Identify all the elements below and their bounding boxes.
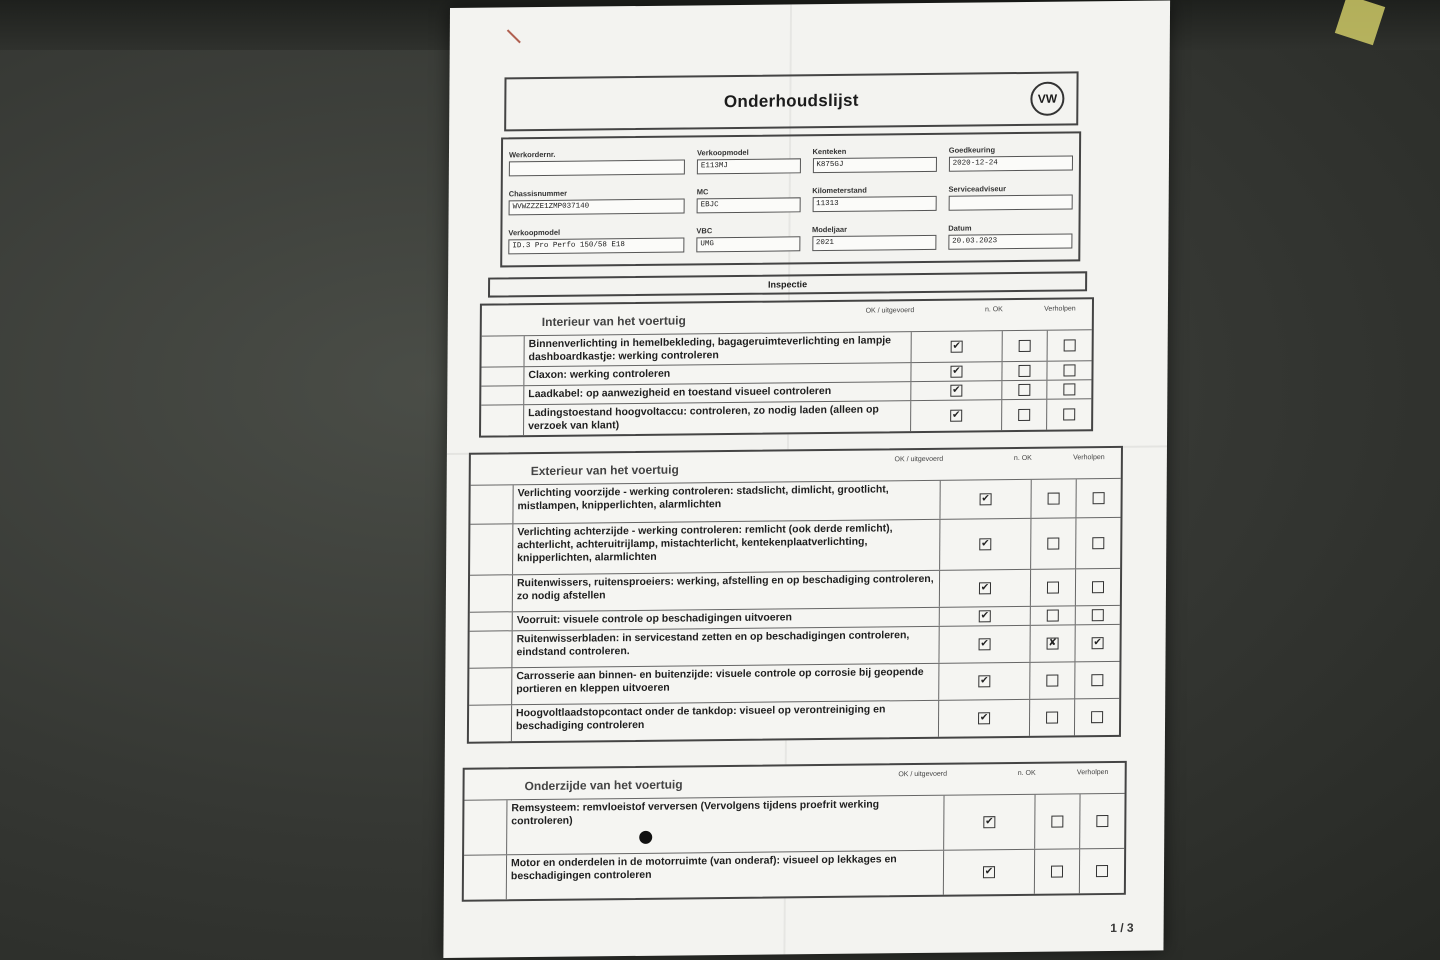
field-value	[948, 194, 1072, 210]
cell-ok	[944, 795, 1035, 850]
column-header-ok: OK / uitgevoerd	[894, 455, 944, 464]
cell-fixed	[1075, 625, 1119, 661]
cell-ok	[944, 850, 1035, 895]
info-field	[948, 216, 1073, 257]
checkbox-ok[interactable]: ✔	[979, 712, 989, 724]
checkbox-ok[interactable]: ✔	[980, 675, 989, 687]
row-text: Voorruit: visuele controle op beschadigingen uitvoeren	[513, 608, 940, 630]
checkbox-fixed[interactable]	[1063, 383, 1075, 395]
row-text: Binnenverlichting in hemelbekleding, bagageruimteverlichting en lampje dashboardkastje: werking controleren	[525, 332, 912, 366]
cell-fixed	[1076, 569, 1120, 605]
checkbox-ok[interactable]: ✔	[980, 610, 990, 622]
field-label: Verkoopmodel	[696, 147, 749, 158]
vehicle-info-grid	[500, 131, 1081, 267]
section-title: Interieur van het voertuig	[541, 313, 686, 329]
maintenance-sheet	[443, 0, 1170, 957]
checkbox-ok[interactable]: ✔	[952, 340, 961, 352]
document-title: Onderhoudslijst	[723, 90, 859, 112]
checkbox-ok[interactable]: ✔	[952, 365, 961, 377]
cell-fixed	[1080, 794, 1124, 848]
cell-nok	[1035, 849, 1080, 893]
pen-mark	[507, 29, 521, 43]
field-label: Verkoopmodel	[508, 228, 561, 238]
row-lead-cell	[481, 405, 524, 435]
field-value: 20.03.2023	[948, 234, 1072, 250]
field-value: UMG	[696, 237, 800, 253]
checkbox-ok[interactable]: ✔	[980, 582, 990, 594]
cell-fixed	[1047, 361, 1091, 379]
page-number: 1 / 3	[1110, 920, 1134, 935]
cell-nok	[1030, 699, 1075, 735]
column-header-fixed: Verholpen	[1076, 769, 1109, 777]
field-value	[509, 159, 685, 176]
cell-ok	[939, 700, 1030, 737]
row-lead-cell	[470, 485, 513, 523]
info-field	[696, 219, 800, 259]
field-label: VBC	[696, 226, 713, 236]
row-lead-cell	[469, 705, 512, 741]
cell-fixed	[1075, 699, 1119, 735]
cell-fixed	[1047, 399, 1091, 429]
row-lead-cell	[464, 800, 507, 854]
cell-nok	[1031, 569, 1076, 605]
column-header-nok: n. OK	[1013, 454, 1032, 463]
info-field	[509, 142, 685, 183]
checkbox-nok[interactable]	[1048, 493, 1060, 505]
cell-fixed	[1076, 479, 1120, 517]
cell-ok	[940, 607, 1031, 626]
row-text: Ladingstoestand hoogvoltaccu: controleren, zo nodig laden (alleen op verzoek van klant)	[524, 401, 911, 435]
column-header-fixed: Verholpen	[1044, 305, 1076, 313]
checkbox-fixed[interactable]	[1092, 581, 1104, 593]
checkbox-ok[interactable]: ✔	[980, 638, 989, 650]
info-field	[812, 139, 937, 180]
row-text: Claxon: werking controleren	[524, 363, 911, 385]
row-text: Ruitenwissers, ruitensproeiers: werking, afstelling en op beschadiging controleren, zo nodig afstellen	[513, 571, 940, 611]
field-label: Modeljaar	[811, 225, 848, 235]
row-text: Laadkabel: op aanwezigheid en toestand visueel controleren	[524, 382, 911, 404]
row-lead-cell	[481, 367, 524, 385]
cell-ok	[911, 381, 1002, 400]
checkbox-fixed[interactable]	[1063, 364, 1075, 376]
checklist-row	[464, 848, 1124, 900]
column-header-nok: n. OK	[1017, 769, 1036, 777]
row-lead-cell	[469, 631, 512, 667]
info-field	[509, 181, 685, 222]
field-value: WVWZZZE1ZMP037140	[509, 199, 685, 216]
vw-logo-icon: VW	[1030, 82, 1064, 116]
checkbox-nok[interactable]	[1018, 409, 1030, 421]
row-lead-cell	[464, 855, 507, 899]
field-label: MC	[696, 187, 709, 197]
checkbox-fixed[interactable]: ✔	[1093, 637, 1102, 649]
checkbox-nok[interactable]	[1018, 365, 1030, 377]
cell-ok	[912, 331, 1003, 362]
checkbox-nok[interactable]	[1047, 610, 1059, 622]
cell-nok	[1002, 400, 1047, 430]
checkbox-fixed[interactable]	[1096, 865, 1108, 877]
field-value: ID.3 Pro Perfo 150/58 E18	[508, 238, 684, 255]
row-lead-cell	[469, 668, 512, 704]
checkbox-fixed[interactable]	[1091, 711, 1103, 723]
checkbox-fixed[interactable]	[1092, 537, 1104, 549]
info-field	[812, 178, 937, 219]
field-label: Werkordernr.	[508, 149, 556, 160]
column-header-ok: OK / uitgevoerd	[865, 307, 915, 315]
cell-ok	[939, 626, 1030, 663]
checkbox-nok[interactable]	[1051, 815, 1063, 827]
cell-fixed	[1080, 849, 1124, 893]
row-text: Ruitenwisserbladen: in servicestand zetten en op beschadigingen controleren, eindstand controleren.	[512, 627, 939, 667]
info-field	[697, 140, 801, 180]
checkbox-nok[interactable]	[1046, 712, 1058, 724]
checkbox-fixed[interactable]	[1091, 674, 1103, 686]
checklist-row	[470, 517, 1120, 575]
checkbox-nok[interactable]	[1051, 865, 1063, 877]
column-header-ok: OK / uitgevoerd	[898, 770, 948, 779]
section-title: Onderzijde van het voertuig	[524, 777, 683, 794]
cell-fixed	[1076, 606, 1120, 624]
field-value: EBJC	[697, 197, 801, 213]
cell-ok	[940, 570, 1031, 607]
cell-nok	[1030, 625, 1075, 661]
cell-ok	[940, 519, 1031, 570]
cell-ok	[939, 663, 1030, 700]
field-label: Kenteken	[812, 146, 847, 156]
info-field	[949, 137, 1074, 178]
checkbox-ok[interactable]: ✔	[981, 538, 990, 550]
cell-fixed	[1048, 330, 1092, 360]
checkbox-nok[interactable]: ✘	[1048, 637, 1057, 649]
field-label: Chassisnummer	[508, 188, 568, 199]
checkbox-ok[interactable]: ✔	[984, 866, 994, 878]
title-box	[504, 71, 1078, 131]
checklist-row	[469, 698, 1119, 742]
cell-nok	[1002, 362, 1047, 380]
info-field	[508, 220, 684, 261]
cell-nok	[1031, 479, 1076, 517]
field-value: K875GJ	[812, 157, 936, 173]
cell-nok	[1003, 331, 1048, 361]
cell-ok	[940, 480, 1031, 519]
info-field	[812, 218, 937, 259]
field-label: Goedkeuring	[948, 144, 996, 155]
checkbox-fixed[interactable]	[1096, 815, 1108, 827]
row-lead-cell	[481, 386, 524, 404]
row-lead-cell	[470, 612, 513, 630]
section-exterior	[467, 446, 1123, 744]
cell-nok	[1002, 381, 1047, 399]
row-lead-cell	[470, 575, 513, 611]
field-label: Serviceadviseur	[948, 184, 1007, 194]
field-value: 2021	[812, 235, 936, 251]
checkbox-fixed[interactable]	[1063, 408, 1075, 420]
row-text: Motor en onderdelen in de motorruimte (van onderaf): visueel op lekkages en beschadigingen controleren	[507, 851, 944, 900]
checkbox-nok[interactable]	[1047, 538, 1059, 550]
section-title: Exterieur van het voertuig	[530, 462, 679, 479]
field-value: 11313	[812, 196, 936, 212]
cell-ok	[911, 400, 1002, 431]
row-text: Hoogvoltlaadstopcontact onder de tankdop: visueel op verontreiniging en beschadiging controleren	[512, 701, 939, 741]
row-text: Remsysteem: remvloeistof verversen (Vervolgens tijdens proefrit werking controleren)	[507, 796, 944, 855]
row-lead-cell	[470, 524, 513, 574]
inspection-header: Inspectie	[488, 271, 1087, 297]
checklist-row	[464, 793, 1124, 855]
cell-fixed	[1047, 380, 1091, 398]
row-text: Verlichting achterzijde - werking controleren: remlicht (ook derde remlicht), achterlicht, achteruitrijlamp, mistachterlicht, kentekenplaatverlichting, knipperlichten, alarmlichten	[513, 520, 940, 574]
column-header-fixed: Verholpen	[1073, 454, 1105, 462]
cell-nok	[1031, 518, 1076, 568]
row-lead-cell	[481, 336, 524, 366]
info-field	[948, 177, 1073, 218]
field-value: 2020-12-24	[949, 155, 1073, 171]
info-field	[697, 180, 801, 220]
checkbox-nok[interactable]	[1019, 340, 1031, 352]
field-label: Kilometerstand	[812, 185, 867, 196]
checkbox-nok[interactable]	[1046, 675, 1058, 687]
cell-nok	[1035, 794, 1080, 848]
checkbox-ok[interactable]: ✔	[981, 493, 990, 505]
cell-fixed	[1075, 662, 1119, 698]
checkbox-ok[interactable]: ✔	[985, 816, 994, 828]
checkbox-fixed[interactable]	[1092, 609, 1104, 621]
checklist-row	[470, 478, 1120, 524]
checkbox-fixed[interactable]	[1064, 339, 1076, 351]
section-underside	[462, 761, 1127, 902]
cell-fixed	[1076, 518, 1120, 568]
cell-ok	[911, 362, 1002, 381]
checkbox-nok[interactable]	[1047, 582, 1059, 594]
checkbox-fixed[interactable]	[1093, 492, 1105, 504]
checklist-row	[481, 398, 1091, 435]
cell-nok	[1030, 662, 1075, 698]
row-text: Verlichting voorzijde - werking controleren: stadslicht, dimlicht, grootlicht, mistlampen, knipperlichten, alarmlichten	[513, 481, 940, 523]
column-header-nok: n. OK	[984, 306, 1003, 314]
checkbox-ok[interactable]: ✔	[951, 409, 961, 421]
checkbox-ok[interactable]: ✔	[952, 384, 961, 396]
checkbox-nok[interactable]	[1018, 384, 1030, 396]
cell-nok	[1031, 606, 1076, 624]
field-label: Datum	[948, 223, 972, 234]
section-interior	[479, 297, 1094, 437]
row-text: Carrosserie aan binnen- en buitenzijde: visuele controle op corrosie bij geopende portieren en kleppen uitvoeren	[512, 664, 939, 704]
field-value: E113MJ	[697, 158, 801, 174]
